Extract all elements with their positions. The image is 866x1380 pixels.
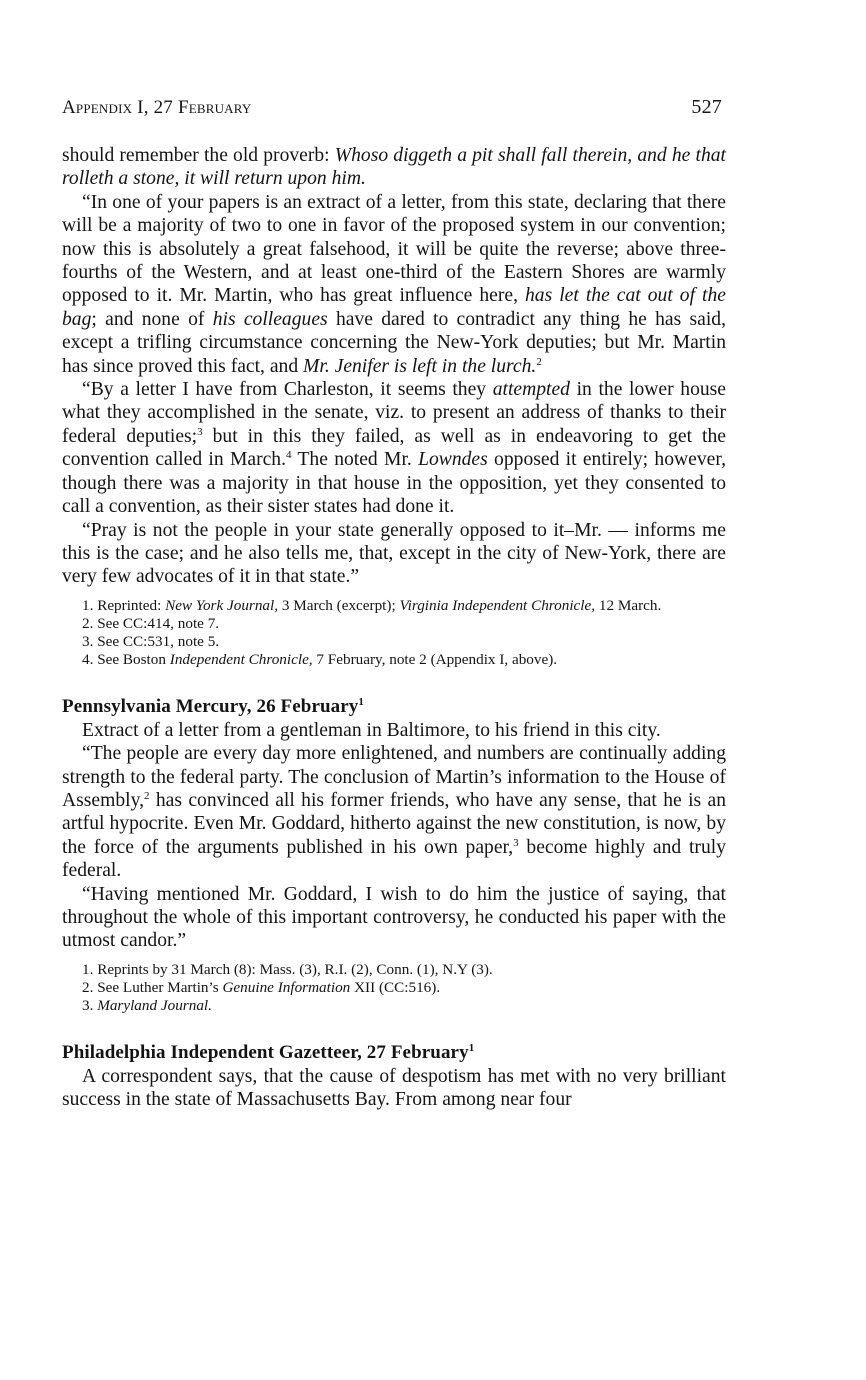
footnote-ref: 2 xyxy=(536,355,542,368)
paragraph: should remember the old proverb: Whoso diggeth a pit shall fall therein, and he that rolleth a stone, it will return upon him. xyxy=(62,145,726,190)
paragraph: “Having mentioned Mr. Goddard, I wish to do him the justice of saying, that throughout the whole of this important controversy, he conducted his paper with the utmost candor.” xyxy=(62,883,726,952)
footnote-ref: 4 xyxy=(286,449,292,462)
paragraph: Extract of a letter from a gentleman in Baltimore, to his friend in this city. xyxy=(82,719,661,741)
running-title: Appendix I, 27 February xyxy=(62,97,252,118)
footnote: 1. Reprinted: New York Journal, 3 March (excerpt); Virginia Independent Chronicle, 12 March. xyxy=(82,596,662,614)
footnote-ref: 2 xyxy=(144,789,150,802)
section-heading: Pennsylvania Mercury, 26 February$^1$ xyxy=(62,695,364,717)
footnote: 3. See CC:531, note 5. xyxy=(82,632,220,650)
footnote: 4. See Boston Independent Chronicle, 7 February, note 2 (Appendix I, above). xyxy=(82,650,558,668)
paragraph: “In one of your papers is an extract of a letter, from this state, declaring that there will be a majority of two to one in favor of the proposed system in our convention; now this is absolutely a great falsehood, it will be quite the reverse; above three-fourths of the Western, and at least one-third of the Eastern Shores are warmly opposed to it. Mr. Martin, who has great influence here, has let the cat out of the bag; and none of his colleagues have dared to contradict any thing he has said, except a trifling circumstance concerning the New-York deputies; but Mr. Martin has since proved this fact, and Mr. Jenifer is left in the lurch.$^2$ xyxy=(62,191,726,377)
page-number: 527 xyxy=(691,96,722,118)
footnote: 3. Maryland Journal. xyxy=(82,996,212,1014)
paragraph: A correspondent says, that the cause of despotism has met with no very brilliant success in the state of Massachusetts Bay. From among near four xyxy=(62,1065,726,1111)
footnotes xyxy=(62,961,726,1015)
footnote: 2. See Luther Martin’s Genuine Information XII (CC:516). xyxy=(82,978,441,996)
paragraph: “Pray is not the people in your state generally opposed to it–Mr. — informs me this is the case; and he also tells me, that, except in the city of New-York, there are very few advocates of it in that state.” xyxy=(62,519,726,588)
footnote: 2. See CC:414, note 7. xyxy=(82,614,220,632)
paragraph: “The people are every day more enlightened, and numbers are continually adding strength to the federal party. The conclusion of Martin’s information to the House of Assembly,$^2$ has convinced all his former friends, who have any sense, that he is an artful hypocrite. Even Mr. Goddard, hitherto against the new constitution, is now, by the force of the arguments published in his own paper,$^3$ become highly and truly federal. xyxy=(62,743,726,882)
section-heading: Philadelphia Independent Gazetteer, 27 February$^1$ xyxy=(62,1041,475,1063)
paragraph: “By a letter I have from Charleston, it seems they attempted in the lower house what they accomplished in the senate, viz. to present an address of thanks to their federal deputies;$^3$ but in this they failed, as well as in endeavoring to get the convention called in March.$^4$ The noted Mr. Lowndes opposed it entirely; however, though there was a majority in that house in the opposition, yet they consented to call a convention, as their sister states had done it. xyxy=(62,379,726,518)
running-head xyxy=(62,96,722,119)
footnote-ref: 3 xyxy=(513,836,519,849)
text-block xyxy=(62,144,726,1112)
footnote: 1. Reprints by 31 March (8): Mass. (3), R.I. (2), Conn. (1), N.Y (3). xyxy=(82,960,493,978)
footnotes xyxy=(62,597,726,669)
footnote-ref: 3 xyxy=(197,425,203,438)
